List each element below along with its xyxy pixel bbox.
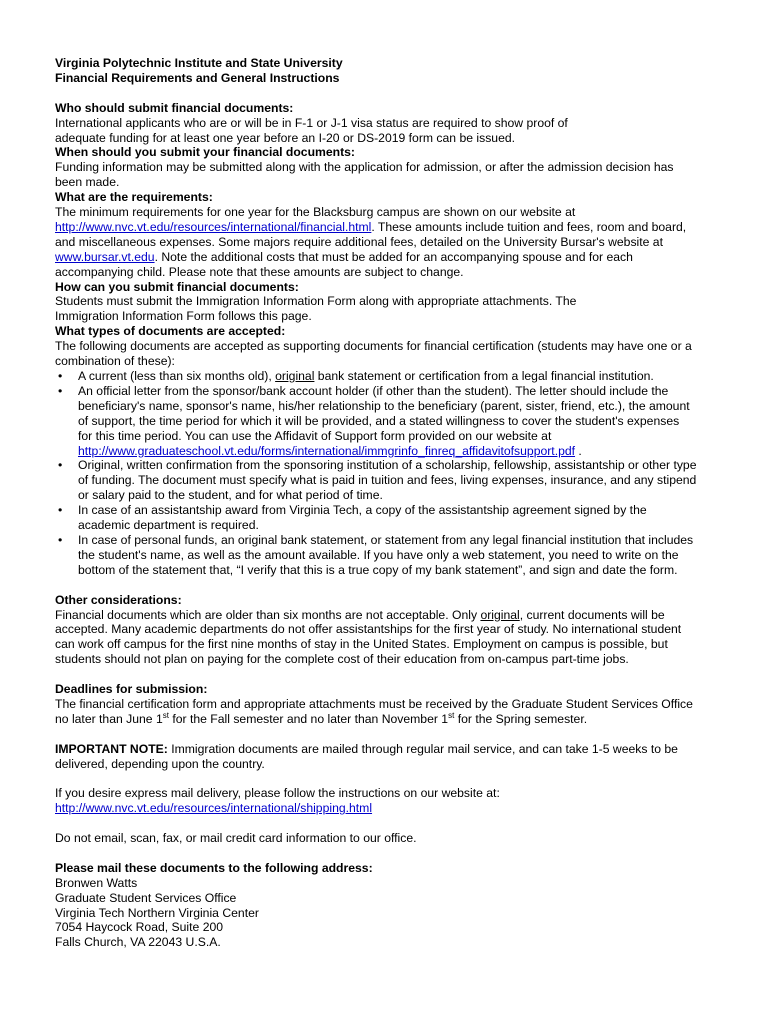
section-who xyxy=(55,101,720,146)
how-line: Students must submit the Immigration Information Form along with appropriate attachments. The xyxy=(55,294,577,309)
section-important-note: IMPORTANT NOTE: Immigration documents are mailed through regular mail service, and can take 1-5 weeks to be delivered, depending upon the country. xyxy=(55,741,678,771)
requirements-text: . Note the additional costs that must be added for an accompanying spouse and for each xyxy=(154,249,633,264)
original-emphasis: original xyxy=(275,369,315,384)
address-office: Graduate Student Services Office xyxy=(55,890,237,905)
requirements-heading: What are the requirements: xyxy=(55,190,213,205)
list-item: • An official letter from the sponsor/bank account holder (if other than the student). The letter should include the beneficiary's name, sponsor's name, his/her relationship to the beneficiary (parent, sister, friend, etc.), the amount of support, the time period for which it will be provided, and a stated willingness to cover the student's expenses for this time period. You can use the Affidavit of Support form provided on our website at http://www.graduateschool.vt.edu/forms/international/immgrinfo_finreq_affidavitofsupport.pdf . xyxy=(55,384,720,459)
requirements-line: accompanying child. Please note that these amounts are subject to change. xyxy=(55,264,464,279)
address-heading: Please mail these documents to the following address: xyxy=(55,860,373,875)
deadlines-heading: Deadlines for submission: xyxy=(55,682,208,697)
requirements-line: and miscellaneous expenses. Some majors require additional fees, detailed on the University Bursar's website at xyxy=(55,234,663,249)
section-other: Other considerations: Financial documents which are older than six months are not acceptable. Only original, current documents will be accepted. Many academic departments do not offer assistantships for the first year of study. No international student can work off campus for the first nine months of stay in the United States. Employment on campus is possible, but students should not plan on paying for the complete cost of their education from on-campus part-time jobs. xyxy=(55,593,720,668)
requirements-line: The minimum requirements for one year for the Blacksburg campus are shown on our website at xyxy=(55,205,576,220)
section-address xyxy=(55,861,720,950)
requirements-text: . These amounts include tuition and fees, room and board, xyxy=(371,219,687,234)
address-name: Bronwen Watts xyxy=(55,875,138,890)
list-item: • In case of personal funds, an original bank statement, or statement from any legal financial institution that includes the student's name, as well as the amount available. If you have only a web statement, you need to write on the bottom of the statement that, “I verify that this is a true copy of my bank statement”, and sign and date the form. xyxy=(55,533,720,578)
section-express-mail: If you desire express mail delivery, please follow the instructions on our website at: http://www.nvc.vt.edu/resources/international/shipping.html xyxy=(55,786,500,816)
how-line: Immigration Information Form follows this page. xyxy=(55,309,312,324)
original-emphasis: original xyxy=(480,607,520,622)
no-email-notice: Do not email, scan, fax, or mail credit card information to our office. xyxy=(55,831,417,846)
address-street: 7054 Haycock Road, Suite 200 xyxy=(55,920,224,935)
requirements-line xyxy=(55,220,720,235)
when-heading: When should you submit your financial documents: xyxy=(55,145,355,160)
list-item: • Original, written confirmation from the sponsoring institution of a scholarship, fellowship, assistantship or other type of funding. The document must specify what is paid in tuition and fees, living expenses, insurance, and any stipend or salary paid to the student, and for what period of time. xyxy=(55,458,720,503)
requirements-line xyxy=(55,250,720,265)
who-line: adequate funding for at least one year before an I-20 or DS-2019 form can be issued. xyxy=(55,130,516,145)
list-item: • A current (less than six months old), original bank statement or certification from a legal financial institution. xyxy=(55,369,720,384)
section-types xyxy=(55,324,720,577)
who-line: International applicants who are or will be in F-1 or J-1 visa status are required to show proof of xyxy=(55,115,568,130)
section-deadlines: Deadlines for submission: The financial certification form and appropriate attachments must be received by the Graduate Student Services Office no later than June 1st for the Fall semester and no later than November 1st for the Spring semester. xyxy=(55,682,720,727)
address-center: Virginia Tech Northern Virginia Center xyxy=(55,905,259,920)
types-heading: What types of documents are accepted: xyxy=(55,324,286,339)
when-line: Funding information may be submitted along with the application for admission, or after the admission decision has xyxy=(55,160,674,175)
types-line: combination of these): xyxy=(55,354,175,369)
bursar-link[interactable]: www.bursar.vt.edu xyxy=(55,249,155,264)
how-heading: How can you submit financial documents: xyxy=(55,279,299,294)
accepted-documents-list xyxy=(55,369,720,578)
shipping-link[interactable]: http://www.nvc.vt.edu/resources/international/shipping.html xyxy=(55,801,373,816)
types-line: The following documents are accepted as supporting documents for financial certification (students may have one or a xyxy=(55,339,692,354)
affidavit-link[interactable]: http://www.graduateschool.vt.edu/forms/international/immgrinfo_finreq_affidavitofsupport.pdf xyxy=(78,443,576,458)
financial-requirements-link[interactable]: http://www.nvc.vt.edu/resources/international/financial.html xyxy=(55,219,372,234)
address-city: Falls Church, VA 22043 U.S.A. xyxy=(55,935,221,950)
who-heading: Who should submit financial documents: xyxy=(55,100,294,115)
section-when xyxy=(55,145,720,190)
when-line: been made. xyxy=(55,175,120,190)
section-requirements xyxy=(55,190,720,279)
list-item: • In case of an assistantship award from Virginia Tech, a copy of the assistantship agreement signed by the academic department is required. xyxy=(55,503,720,533)
document-subtitle: Financial Requirements and General Instructions xyxy=(55,70,340,85)
institution-title: Virginia Polytechnic Institute and State University xyxy=(55,56,343,70)
other-heading: Other considerations: xyxy=(55,592,182,607)
important-note-label: IMPORTANT NOTE: xyxy=(55,741,168,756)
section-how xyxy=(55,280,720,325)
